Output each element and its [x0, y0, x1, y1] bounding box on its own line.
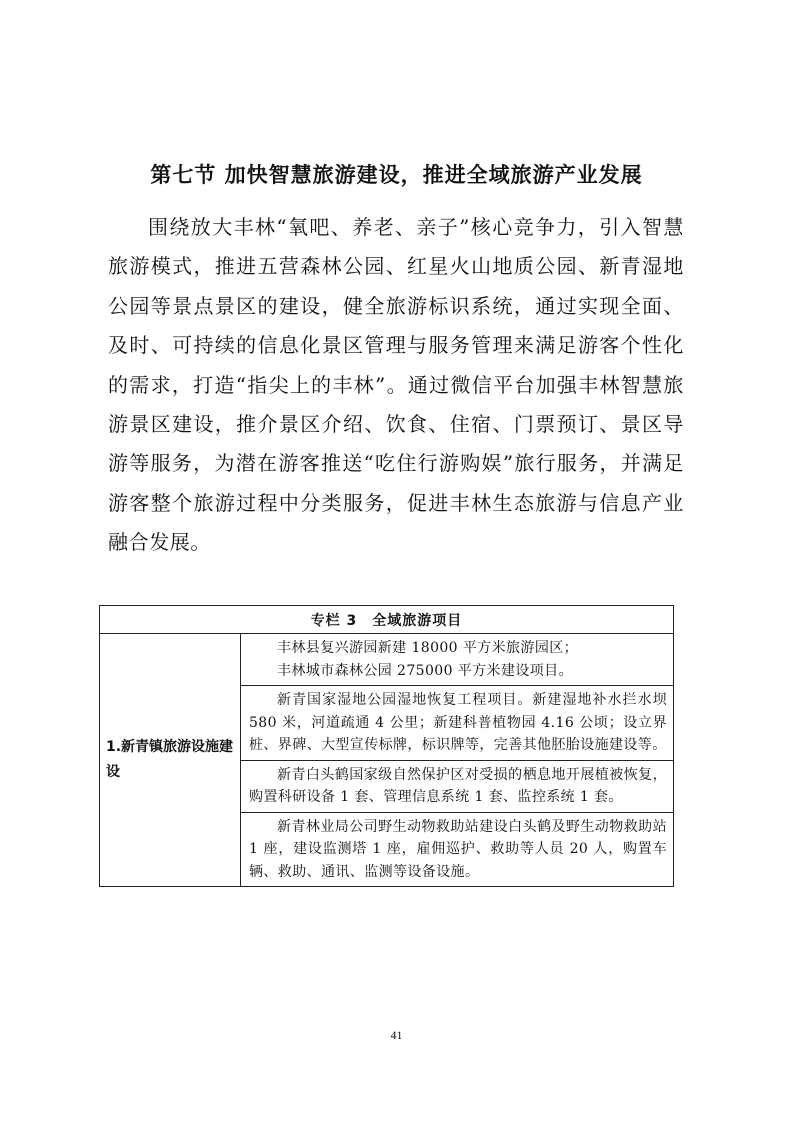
category-cell: 1.新青镇旅游设施建设 [100, 634, 241, 887]
table-row [100, 634, 674, 686]
body-paragraph: 围绕放大丰林“氧吧、养老、亲子”核心竞争力，引入智慧旅游模式，推进五营森林公园、红星火山地质公园、新青湿地公园等景点景区的建设，健全旅游标识系统，通过实现全面、及时、可持续的信息化景区管理与服务管理来满足游客个性化的需求，打造“指尖上的丰林”。通过微信平台加强丰林智慧旅游景区建设，推介景区介绍、饮食、住宿、门票预订、景区导游等服务，为潜在游客推送“吃住行游购娱”旅行服务，并满足游客整个旅游过程中分类服务，促进丰林生态旅游与信息产业融合发展。 [108, 215, 684, 555]
project-item [241, 634, 674, 686]
project-item [241, 686, 674, 761]
page-number: 41 [390, 1028, 403, 1042]
project-item [241, 760, 674, 812]
project-item-text: 新青白头鹤国家级自然保护区对受损的栖息地开展植被恢复，购置科研设备 1 套、管理信息系统 1 套、监控系统 1 套。 [249, 766, 667, 805]
table-header: 专栏 3 全域旅游项目 [100, 606, 674, 634]
project-item-line: 丰林城市森林公园 275000 平方米建设项目。 [277, 662, 573, 679]
section-title: 第七节 加快智慧旅游建设，推进全域旅游产业发展 [150, 163, 643, 188]
project-item [241, 812, 674, 887]
project-item-text: 新青国家湿地公园湿地恢复工程项目。新建湿地补水拦水坝 580 米，河道疏通 4 公里；新建科普植物园 4.16 公顷；设立界桩、界碑、大型宣传标牌，标识牌等，完善其他胚胎设施建设等。 [249, 692, 667, 753]
project-item-line: 丰林县复兴游园新建 18000 平方米旅游园区； [277, 640, 579, 656]
project-item-text: 新青林业局公司野生动物救助站建设白头鹤及野生动物救助站 1 座，建设监测塔 1 座，雇佣巡护、救助等人员 20 人，购置车辆、救助、通讯、监测等设备设施。 [249, 818, 667, 880]
project-table [99, 605, 674, 887]
table-header-row [100, 606, 674, 634]
